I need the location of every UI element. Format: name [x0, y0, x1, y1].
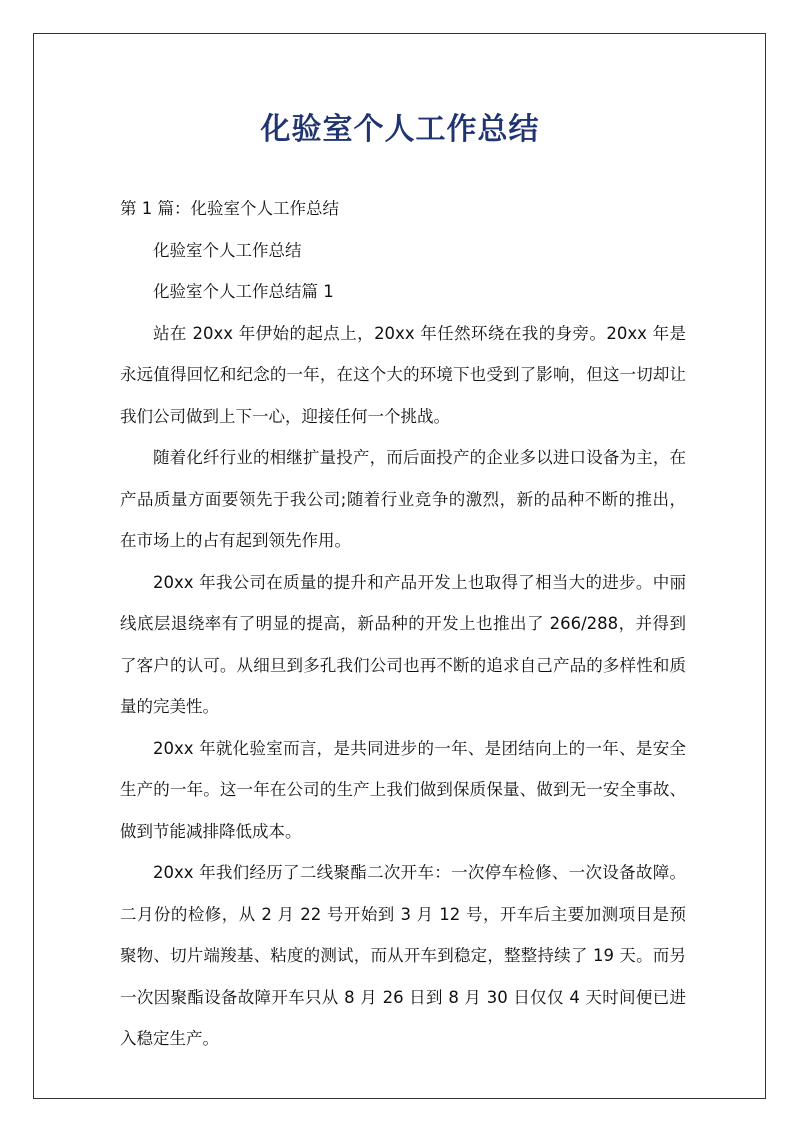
body-paragraph: 20xx 年我们经历了二线聚酯二次开车：一次停车检修、一次设备故障。二月份的检修，从 2 月 22 号开始到 3 月 12 号，开车后主要加测项目是预聚物、切片端羧基、粘度的测试，而从开车到稳定，整整持续了 19 天。而另一次因聚酯设备故障开车只从 8 月 26 日到 8 月 30 日仅仅 4 天时间便已进入稳定生产。 [120, 863, 686, 1048]
document-title: 化验室个人工作总结 [260, 112, 540, 147]
subtitle: 化验室个人工作总结 [153, 240, 302, 260]
section-heading: 第 1 篇：化验室个人工作总结 [120, 199, 339, 218]
body-paragraph: 随着化纤行业的相继扩量投产，而后面投产的企业多以进口设备为主，在产品质量方面要领先于我公司;随着行业竞争的激烈，新的品种不断的推出，在市场上的占有起到领先作用。 [120, 448, 686, 550]
body-paragraph: 20xx 年我公司在质量的提升和产品开发上也取得了相当大的进步。中丽线底层退绕率有了明显的提高，新品种的开发上也推出了 266/288，并得到了客户的认可。从细旦到多孔我们公司也再不断的追求自己产品的多样性和质量的完美性。 [120, 572, 686, 716]
document-body [120, 188, 686, 1060]
subtitle-chapter: 化验室个人工作总结篇 1 [153, 282, 334, 301]
body-paragraph: 20xx 年就化验室而言，是共同进步的一年、是团结向上的一年、是安全生产的一年。这一年在公司的生产上我们做到保质保量、做到无一安全事故、做到节能减排降低成本。 [120, 738, 686, 841]
body-paragraph: 站在 20xx 年伊始的起点上，20xx 年任然环绕在我的身旁。20xx 年是永远值得回忆和纪念的一年，在这个大的环境下也受到了影响，但这一切却让我们公司做到上下一心，迎接任何一个挑战。 [120, 323, 686, 426]
